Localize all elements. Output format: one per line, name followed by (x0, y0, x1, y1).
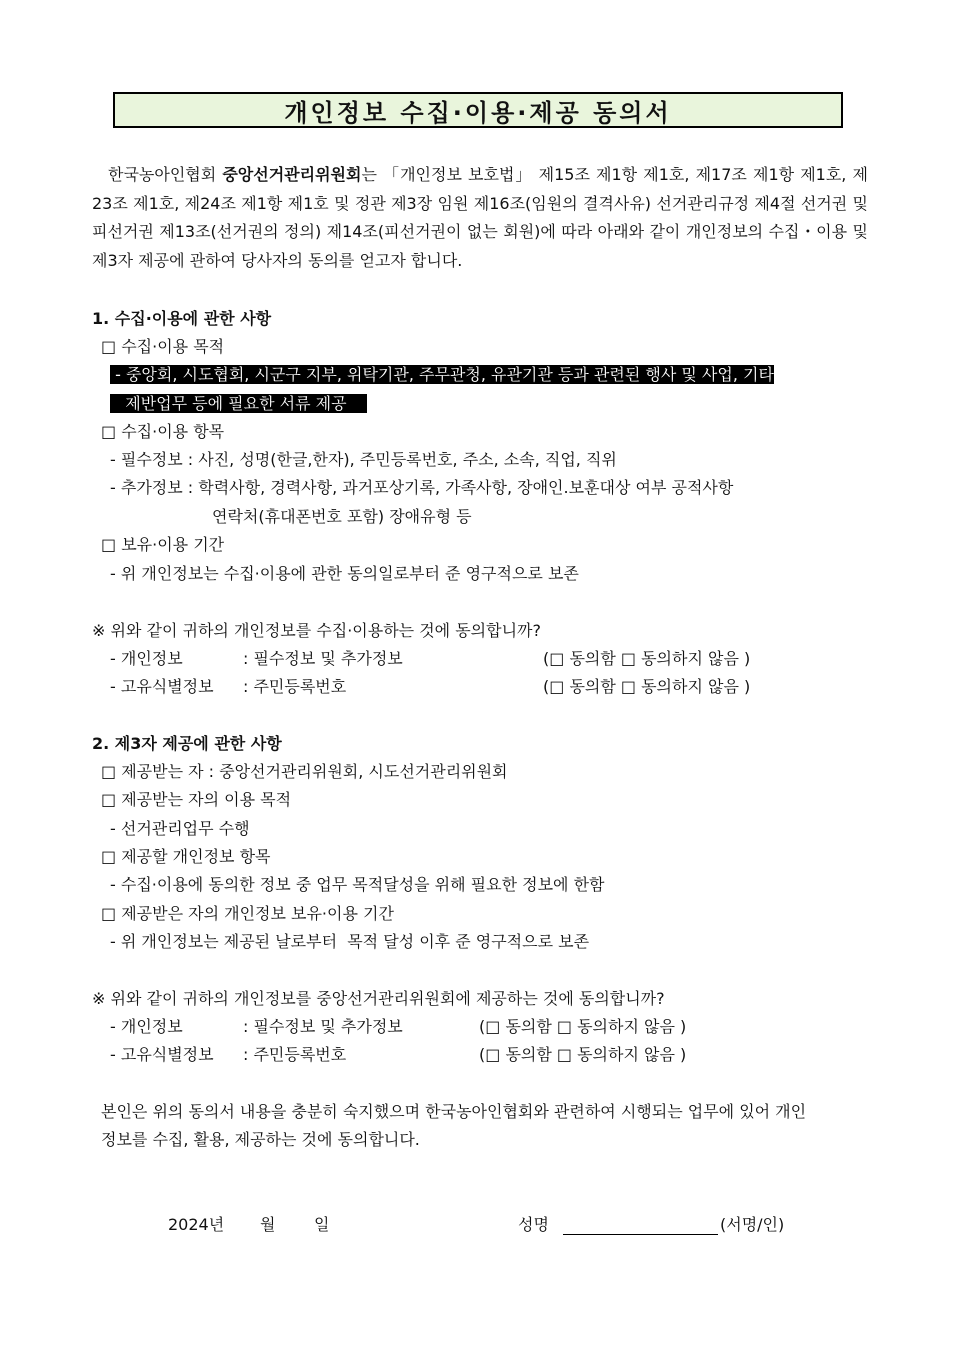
section2-consent-choice-2[interactable]: (□ 동의함 □ 동의하지 않음 ) (479, 1045, 687, 1064)
section1-consent-value-2: : 주민등록번호 (243, 677, 347, 696)
section1-consent-value-1: : 필수정보 및 추가정보 (243, 649, 403, 668)
sign-suffix: (서명/인) (720, 1215, 785, 1234)
section2-consent-label-2: - 고유식별정보 (110, 1045, 214, 1064)
intro-org-name: 중앙선거관리위원회 (222, 165, 362, 184)
signature-line[interactable] (563, 1218, 718, 1235)
section2-consent-label-1: - 개인정보 (110, 1017, 183, 1036)
purpose-highlight-1: - 중앙회, 시도협회, 시군구 지부, 위탁기관, 주무관청, 유관기관 등과 관련된 행사 및 사업, 기타 (110, 365, 774, 384)
section2-items: - 수집·이용에 동의한 정보 중 업무 목적달성을 위해 필요한 정보에 한함 (110, 875, 605, 894)
section1-purpose-line2 (110, 394, 367, 414)
section2-retention: - 위 개인정보는 제공된 날로부터 목적 달성 이후 준 영구적으로 보존 (110, 932, 590, 951)
section2-question: ※ 위와 같이 귀하의 개인정보를 중앙선거관리위원회에 제공하는 것에 동의합니까? (92, 989, 665, 1008)
section2-recipient: □ 제공받는 자 : 중앙선거관리위원회, 시도선거관리위원회 (101, 762, 508, 781)
section2-items-label: □ 제공할 개인정보 항목 (101, 847, 271, 866)
closing-line-1: 본인은 위의 동의서 내용을 충분히 숙지했으며 한국농아인협회와 관련하여 시행되는 업무에 있어 개인 (101, 1102, 807, 1121)
section2-consent-choice-1[interactable]: (□ 동의함 □ 동의하지 않음 ) (479, 1017, 687, 1036)
date-month[interactable]: 월 (260, 1215, 276, 1234)
section1-consent-choice-2[interactable]: (□ 동의함 □ 동의하지 않음 ) (543, 677, 751, 696)
section1-consent-label-2: - 고유식별정보 (110, 677, 214, 696)
section1-items-label: □ 수집·이용 항목 (101, 422, 225, 441)
date-year: 2024년 (168, 1215, 225, 1234)
intro-text-2: 는 「개인정보 보호법」 제15조 제1항 제1호, 제17조 제1항 제1호, 제23조 제1호, 제24조 제1항 제1호 및 정관 제3장 임원 제16조(임원의 결격사유) 선거관리규정 제4절 선거권 및 피선거권 제13조(선거권의 정의) 제14조(피선거권이 없는 회원)에 따라 아래와 같이 개인정보의 수집・이용 및 제3자 제공에 관하여 당사자의 동의를 얻고자 합니다. (92, 165, 868, 270)
name-label: 성명 (518, 1215, 549, 1234)
section1-question: ※ 위와 같이 귀하의 개인정보를 수집·이용하는 것에 동의합니까? (92, 621, 541, 640)
section2-consent-value-2: : 주민등록번호 (243, 1045, 347, 1064)
section1-purpose-label: □ 수집·이용 목적 (101, 337, 225, 356)
closing-line-2: 정보를 수집, 활용, 제공하는 것에 동의합니다. (101, 1130, 420, 1149)
section1-consent-label-1: - 개인정보 (110, 649, 183, 668)
section1-extra-items-1: - 추가정보 : 학력사항, 경력사항, 과거포상기록, 가족사항, 장애인.보훈대상 여부 공적사항 (110, 478, 734, 497)
title-box (113, 92, 843, 128)
intro-text-1: 한국농아인협회 (108, 165, 223, 184)
section1-purpose-line1 (110, 365, 868, 385)
page-title: 개인정보 수집·이용·제공 동의서 (284, 98, 672, 127)
section2-retention-label: □ 제공받은 자의 개인정보 보유·이용 기간 (101, 904, 394, 923)
section1-retention: - 위 개인정보는 수집·이용에 관한 동의일로부터 준 영구적으로 보존 (110, 564, 579, 583)
section2-heading: 2. 제3자 제공에 관한 사항 (92, 734, 282, 753)
section1-consent-choice-1[interactable]: (□ 동의함 □ 동의하지 않음 ) (543, 649, 751, 668)
purpose-highlight-2: 제반업무 등에 필요한 서류 제공 (110, 394, 367, 413)
section2-purpose-label: □ 제공받는 자의 이용 목적 (101, 790, 292, 809)
section1-extra-items-2: 연락처(휴대폰번호 포함) 장애유형 등 (212, 507, 472, 526)
date-day[interactable]: 일 (314, 1215, 330, 1234)
section2-consent-value-1: : 필수정보 및 추가정보 (243, 1017, 403, 1036)
section1-retention-label: □ 보유·이용 기간 (101, 535, 225, 554)
section2-purpose: - 선거관리업무 수행 (110, 819, 250, 838)
section1-heading: 1. 수집·이용에 관한 사항 (92, 309, 272, 328)
section1-required-items: - 필수정보 : 사진, 성명(한글,한자), 주민등록번호, 주소, 소속, 직업, 직위 (110, 450, 617, 469)
intro-paragraph (92, 161, 868, 275)
name-signature-field[interactable] (563, 1215, 718, 1235)
